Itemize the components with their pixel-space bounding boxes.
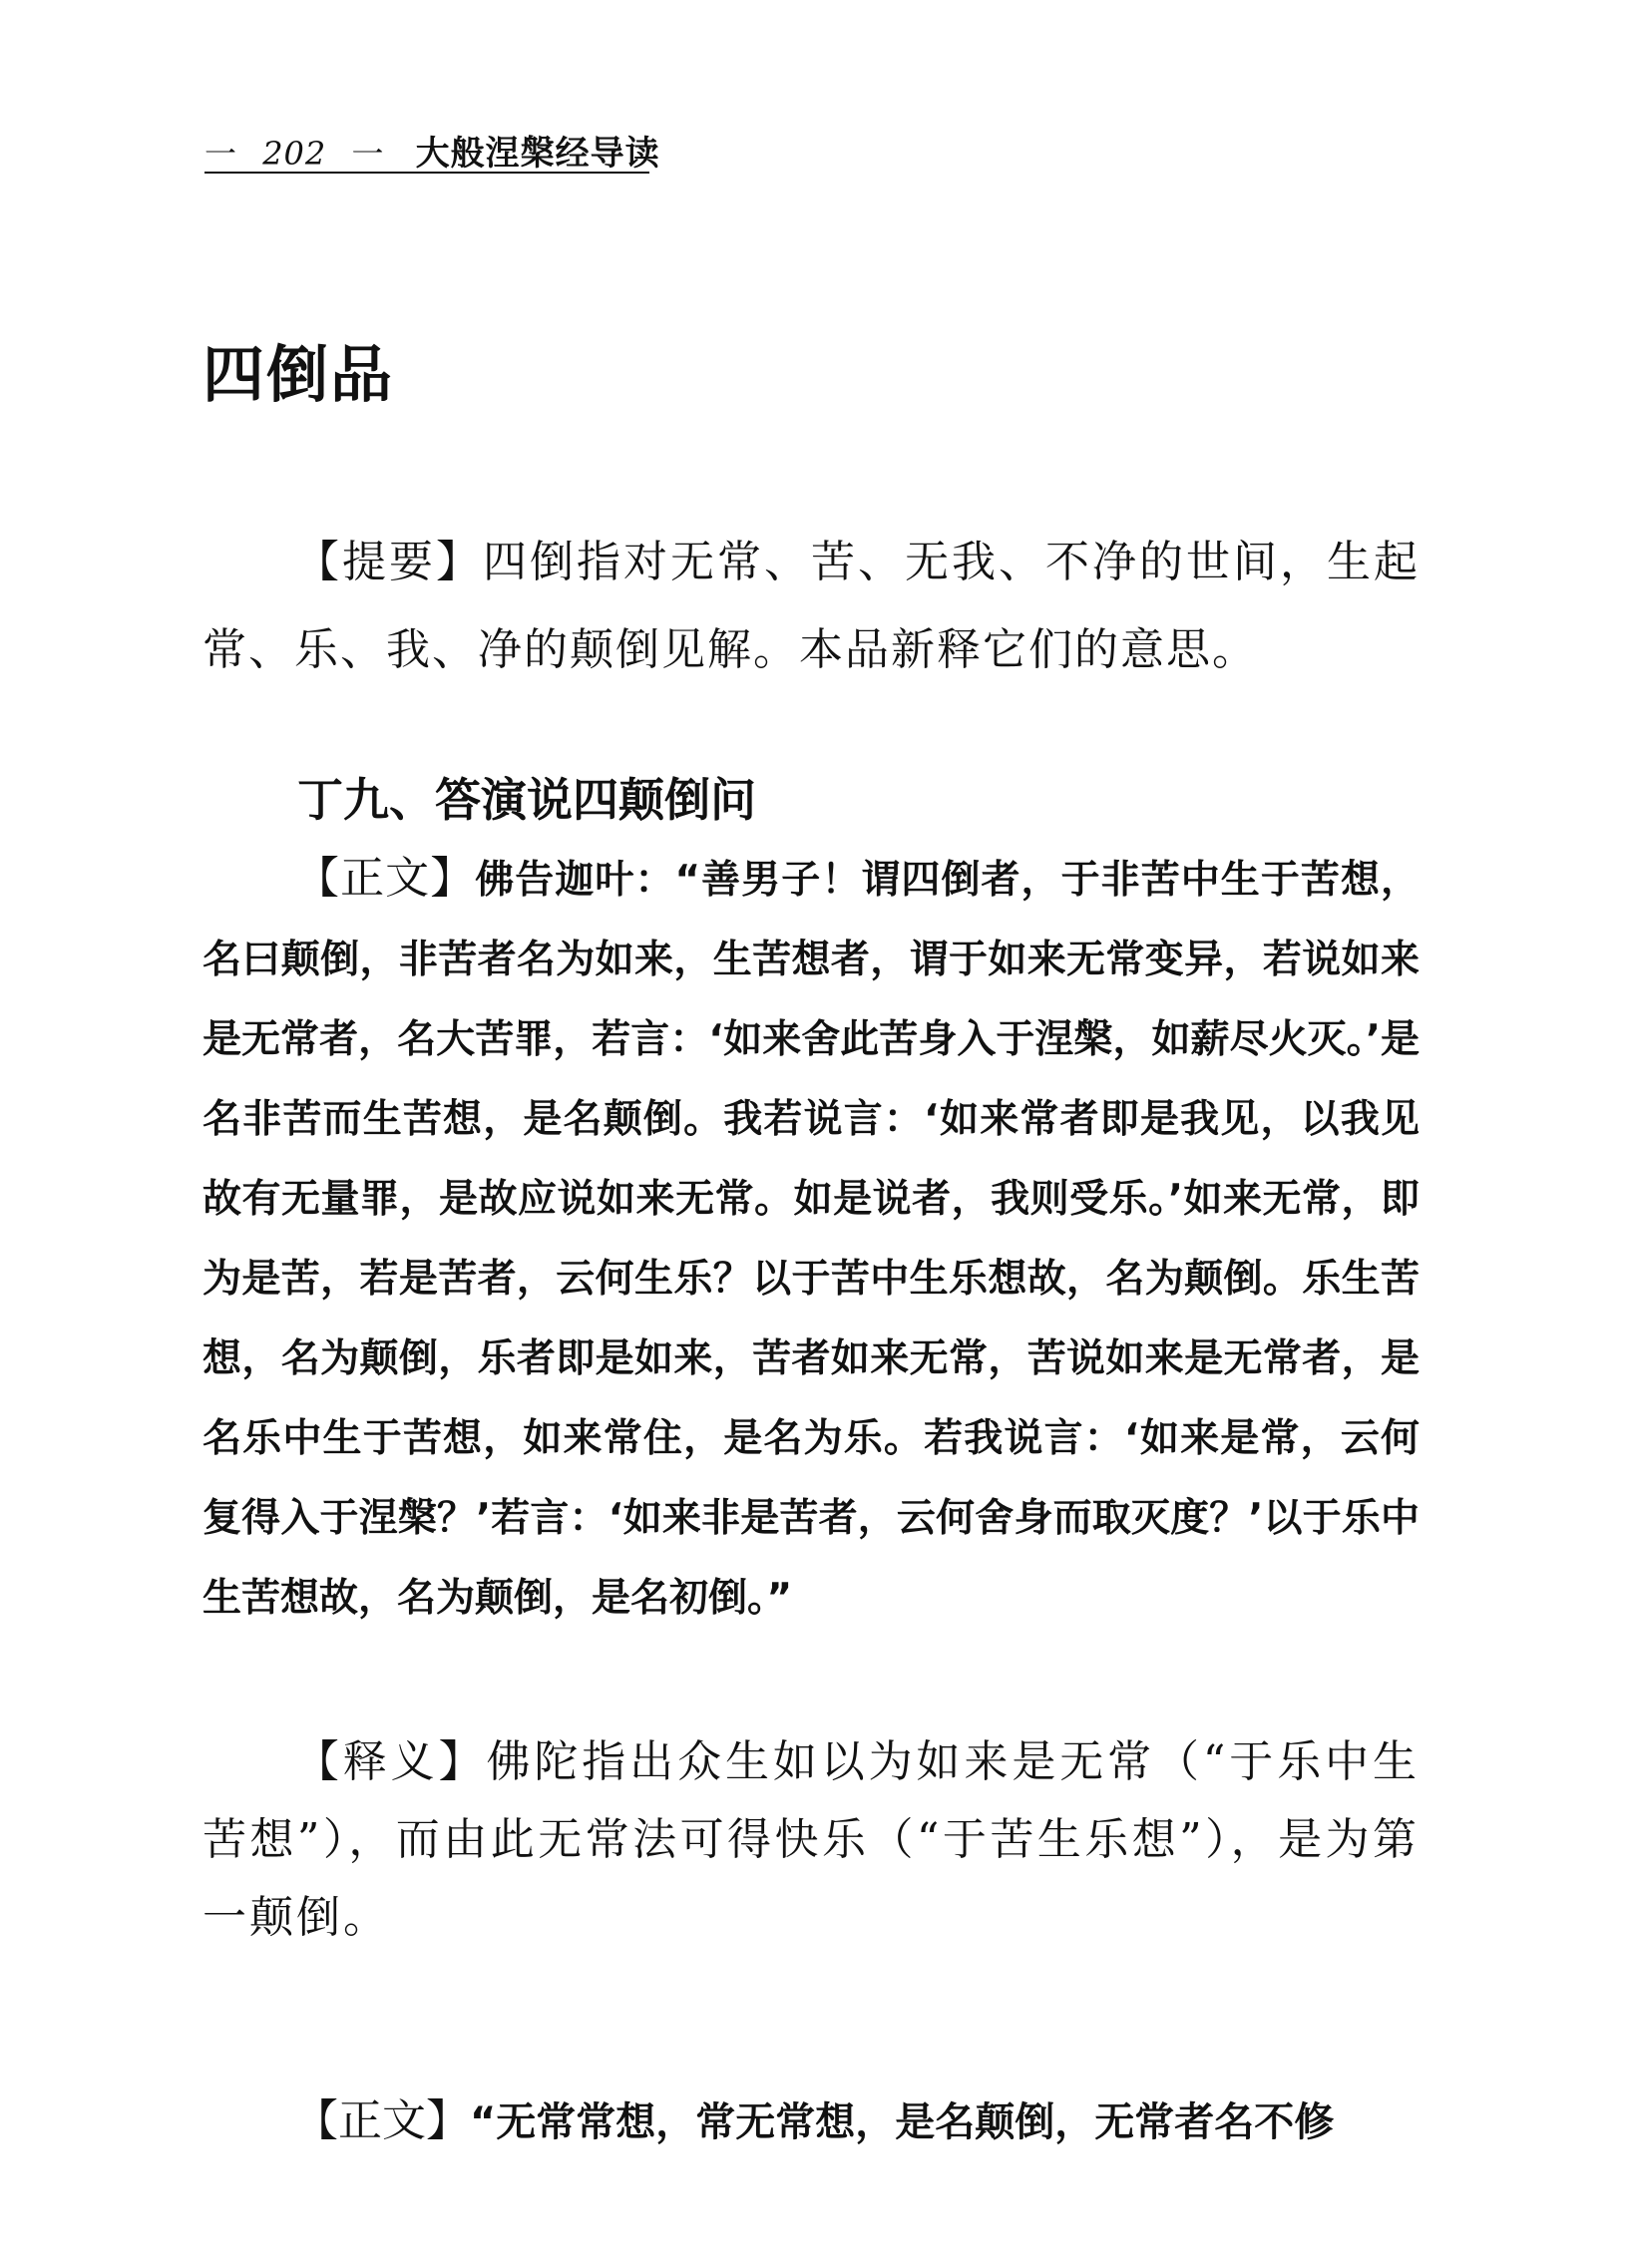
- book-title: 大般涅槃经导读: [415, 134, 660, 174]
- summary-text: 四倒指对无常、苦、无我、不净的世间，生起常、乐、我、净的颠倒见解。本品新释它们的意思。: [203, 537, 1420, 675]
- main-text-2-body: “无常常想，常无常想，是名颠倒，无常者名不修: [470, 2099, 1335, 2145]
- main-text-paragraph: [203, 840, 1420, 1638]
- explanation-label: 【释义】: [294, 1736, 487, 1787]
- chapter-title: 四倒品: [203, 338, 395, 411]
- header-rule: [204, 172, 649, 174]
- summary-label: 【提要】: [294, 537, 483, 587]
- running-header: [204, 126, 660, 175]
- main-text-body: 佛告迦叶：“善男子！谓四倒者，于非苦中生于苦想，名曰颠倒，非苦者名为如来，生苦想者，谓于如来无常变异，若说如来是无常者，名大苦罪，若言：‘如来舍此苦身入于涅槃，如薪尽火灭。’是名非苦而生苦想，是名颠倒。我若说言：‘如来常者即是我见，以我见故有无量罪，是故应说如来无常。如是说者，我则受乐。’如来无常，即为是苦，若是苦者，云何生乐？以于苦中生乐想故，名为颠倒。乐生苦想，名为颠倒，乐者即是如来，苦者如来无常，苦说如来是无常者，是名乐中生于苦想，如来常住，是名为乐。若我说言：‘如来是常，云何复得入于涅槃？’若言：‘如来非是苦者，云何舍身而取灭度？’以于乐中生苦想故，名为颠倒，是名初倒。”: [203, 858, 1420, 1621]
- explanation-paragraph: [203, 1723, 1420, 1957]
- main-text-2-label: 【正文】: [294, 2095, 470, 2146]
- main-text-label: 【正文】: [294, 853, 476, 904]
- page-number: 202: [262, 135, 327, 173]
- explanation-text: 佛陀指出众生如以为如来是无常（“于乐中生苦想”），而由此无常法可得快乐（“于苦生乐想”），是为第一颠倒。: [203, 1736, 1420, 1943]
- summary-paragraph: [203, 519, 1420, 694]
- section-heading: 丁九、答演说四颠倒问: [297, 773, 756, 827]
- header-dash-right: 一: [351, 135, 385, 173]
- main-text-paragraph-2: [203, 2082, 1420, 2161]
- header-dash-left: 一: [204, 135, 238, 173]
